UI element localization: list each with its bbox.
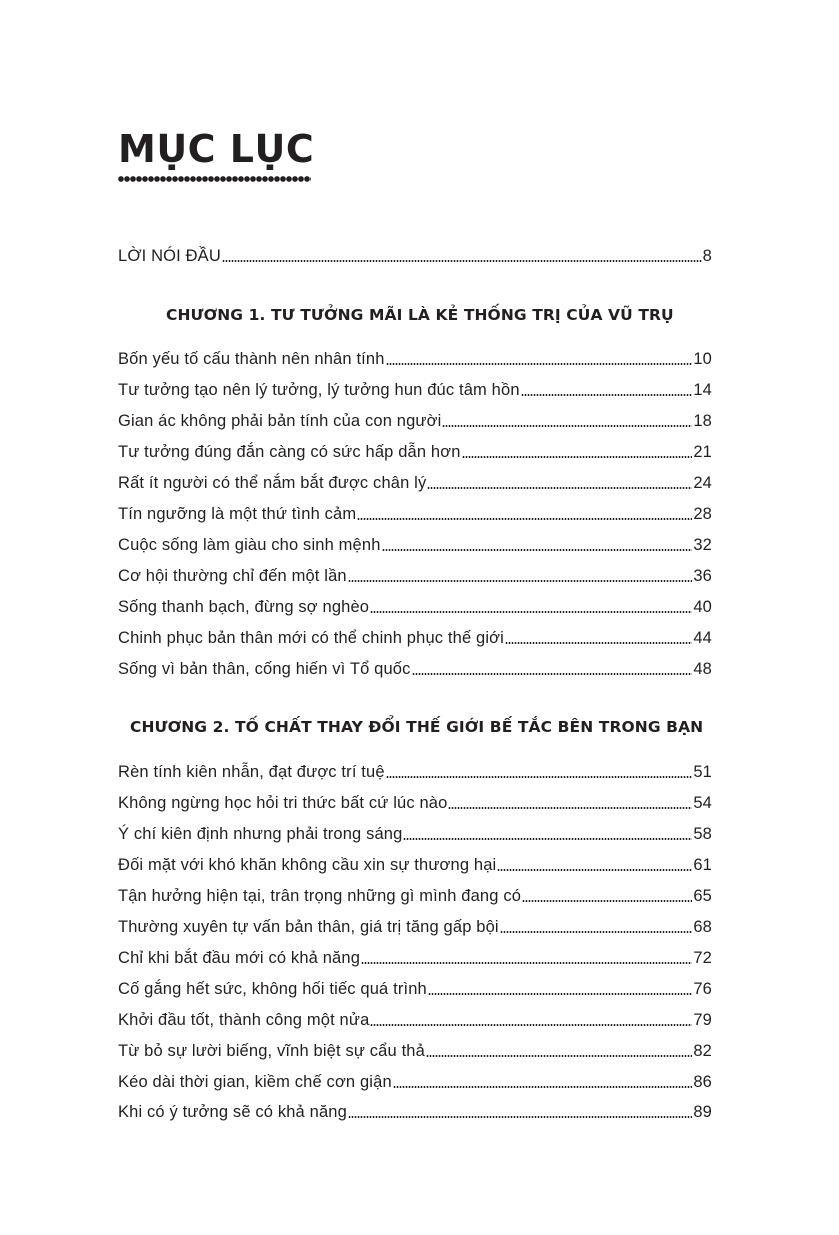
toc-entry[interactable] bbox=[118, 1007, 712, 1031]
toc-entry[interactable] bbox=[118, 625, 712, 649]
dot-leader bbox=[428, 993, 692, 995]
toc-page-number: 32 bbox=[693, 536, 712, 554]
dot-leader bbox=[370, 1024, 692, 1026]
toc-entry-title: Ý chí kiên định nhưng phải trong sáng bbox=[118, 825, 403, 843]
toc-entry-title: Cố gắng hết sức, không hối tiếc quá trình bbox=[118, 980, 427, 998]
toc-entry[interactable] bbox=[118, 439, 712, 463]
toc-entry-title: Bốn yếu tố cấu thành nên nhân tính bbox=[118, 350, 385, 368]
dot-leader bbox=[497, 869, 692, 871]
page-title: MỤC LỤC bbox=[118, 127, 315, 171]
dot-leader bbox=[357, 518, 692, 520]
toc-entry-title: Cuộc sống làm giàu cho sinh mệnh bbox=[118, 536, 381, 554]
dot-leader bbox=[442, 425, 692, 427]
toc-entry-title: Khi có ý tưởng sẽ có khả năng bbox=[118, 1103, 347, 1121]
toc-entry[interactable] bbox=[118, 408, 712, 432]
toc-page-number: 36 bbox=[693, 567, 712, 585]
dot-leader bbox=[522, 900, 692, 902]
dot-leader bbox=[382, 549, 693, 551]
toc-entry-title: Tư tưởng đúng đắn càng có sức hấp dẫn hơn bbox=[118, 443, 461, 461]
toc-entry-title: Chinh phục bản thân mới có thể chinh phục thế giới bbox=[118, 629, 504, 647]
toc-page-number: 86 bbox=[693, 1073, 712, 1091]
dot-leader bbox=[462, 456, 693, 458]
dot-leader bbox=[403, 838, 692, 840]
toc-entry-title: Rất ít người có thể nắm bắt được chân lý bbox=[118, 474, 427, 492]
dot-leader bbox=[361, 962, 692, 964]
toc-entry-title: Tận hưởng hiện tại, trân trọng những gì mình đang có bbox=[118, 887, 522, 905]
toc-entry[interactable] bbox=[118, 532, 712, 556]
toc-page-number: 40 bbox=[693, 598, 712, 616]
toc-entry[interactable] bbox=[118, 346, 712, 370]
toc-entry-title: Cơ hội thường chỉ đến một lần bbox=[118, 567, 347, 585]
dot-leader bbox=[426, 1055, 692, 1057]
toc-entry[interactable] bbox=[118, 377, 712, 401]
toc-page-number: 14 bbox=[693, 381, 712, 399]
dot-leader bbox=[412, 673, 693, 675]
toc-entry[interactable] bbox=[118, 790, 712, 814]
toc-entry-title: Chỉ khi bắt đầu mới có khả năng bbox=[118, 949, 361, 967]
dot-leader bbox=[348, 580, 693, 582]
chapter-1-heading: CHƯƠNG 1. TƯ TƯỞNG MÃI LÀ KẺ THỐNG TRỊ CỦA VŨ TRỤ bbox=[166, 306, 674, 324]
dot-leader bbox=[370, 611, 692, 613]
toc-entry[interactable] bbox=[118, 656, 712, 680]
toc-entry-title: Khởi đầu tốt, thành công một nửa bbox=[118, 1011, 370, 1029]
toc-page-number: 18 bbox=[693, 412, 712, 430]
toc-page-number: 68 bbox=[693, 918, 712, 936]
dot-leader bbox=[427, 487, 692, 489]
dot-leader bbox=[521, 394, 693, 396]
toc-entry[interactable] bbox=[118, 945, 712, 969]
toc-page-number: 48 bbox=[693, 660, 712, 678]
toc-page-number: 72 bbox=[693, 949, 712, 967]
dot-leader bbox=[393, 1086, 693, 1088]
toc-entry[interactable] bbox=[118, 1069, 712, 1093]
toc-page-number: 89 bbox=[693, 1103, 712, 1121]
toc-page-number: 65 bbox=[693, 887, 712, 905]
toc-entry[interactable] bbox=[118, 563, 712, 587]
toc-entry[interactable] bbox=[118, 1099, 712, 1123]
toc-entry-title: Tư tưởng tạo nên lý tưởng, lý tưởng hun đúc tâm hồn bbox=[118, 381, 520, 399]
toc-page-number: 82 bbox=[693, 1042, 712, 1060]
toc-page-number: 8 bbox=[702, 247, 712, 265]
toc-page-number: 24 bbox=[693, 474, 712, 492]
toc-page-number: 61 bbox=[693, 856, 712, 874]
toc-entry[interactable] bbox=[118, 883, 712, 907]
dot-leader bbox=[386, 363, 693, 365]
dot-leader bbox=[505, 642, 692, 644]
toc-entry[interactable] bbox=[118, 1038, 712, 1062]
toc-entry-title: Thường xuyên tự vấn bản thân, giá trị tăng gấp bội bbox=[118, 918, 499, 936]
toc-entry[interactable] bbox=[118, 976, 712, 1000]
toc-entry-title: Tín ngưỡng là một thứ tình cảm bbox=[118, 505, 357, 523]
dot-leader bbox=[348, 1116, 692, 1118]
toc-page-number: 21 bbox=[693, 443, 712, 461]
toc-entry-title: Từ bỏ sự lười biếng, vĩnh biệt sự cẩu thả bbox=[118, 1042, 425, 1060]
toc-entry[interactable] bbox=[118, 914, 712, 938]
toc-page-number: 44 bbox=[693, 629, 712, 647]
chapter-2-heading: CHƯƠNG 2. TỐ CHẤT THAY ĐỔI THẾ GIỚI BẾ TẮC BÊN TRONG BẠN bbox=[130, 718, 704, 736]
toc-entry[interactable] bbox=[118, 759, 712, 783]
toc-entry-title: Đối mặt với khó khăn không cầu xin sự thương hại bbox=[118, 856, 497, 874]
toc-page-number: 58 bbox=[693, 825, 712, 843]
toc-page-number: 79 bbox=[693, 1011, 712, 1029]
toc-entry-preface[interactable] bbox=[118, 243, 712, 267]
toc-entry[interactable] bbox=[118, 821, 712, 845]
toc-entry[interactable] bbox=[118, 594, 712, 618]
toc-entry-title: Gian ác không phải bản tính của con người bbox=[118, 412, 442, 430]
toc-entry-title: LỜI NÓI ĐẦU bbox=[118, 247, 221, 265]
title-dotted-underline bbox=[118, 174, 311, 184]
toc-entry-title: Rèn tính kiên nhẫn, đạt được trí tuệ bbox=[118, 763, 385, 781]
toc-page-number: 10 bbox=[693, 350, 712, 368]
dot-leader bbox=[222, 260, 702, 262]
toc-entry[interactable] bbox=[118, 470, 712, 494]
toc-entry[interactable] bbox=[118, 852, 712, 876]
toc-page-number: 51 bbox=[693, 763, 712, 781]
dot-leader bbox=[386, 776, 693, 778]
toc-entry-title: Kéo dài thời gian, kiềm chế cơn giận bbox=[118, 1073, 392, 1091]
toc-page-number: 54 bbox=[693, 794, 712, 812]
toc-entry-title: Không ngừng học hỏi tri thức bất cứ lúc nào bbox=[118, 794, 448, 812]
dot-leader bbox=[500, 931, 693, 933]
toc-entry-title: Sống vì bản thân, cống hiến vì Tổ quốc bbox=[118, 660, 411, 678]
toc-page-number: 76 bbox=[693, 980, 712, 998]
toc-entry[interactable] bbox=[118, 501, 712, 525]
dot-leader bbox=[448, 807, 692, 809]
toc-entry-title: Sống thanh bạch, đừng sợ nghèo bbox=[118, 598, 370, 616]
toc-page-number: 28 bbox=[693, 505, 712, 523]
